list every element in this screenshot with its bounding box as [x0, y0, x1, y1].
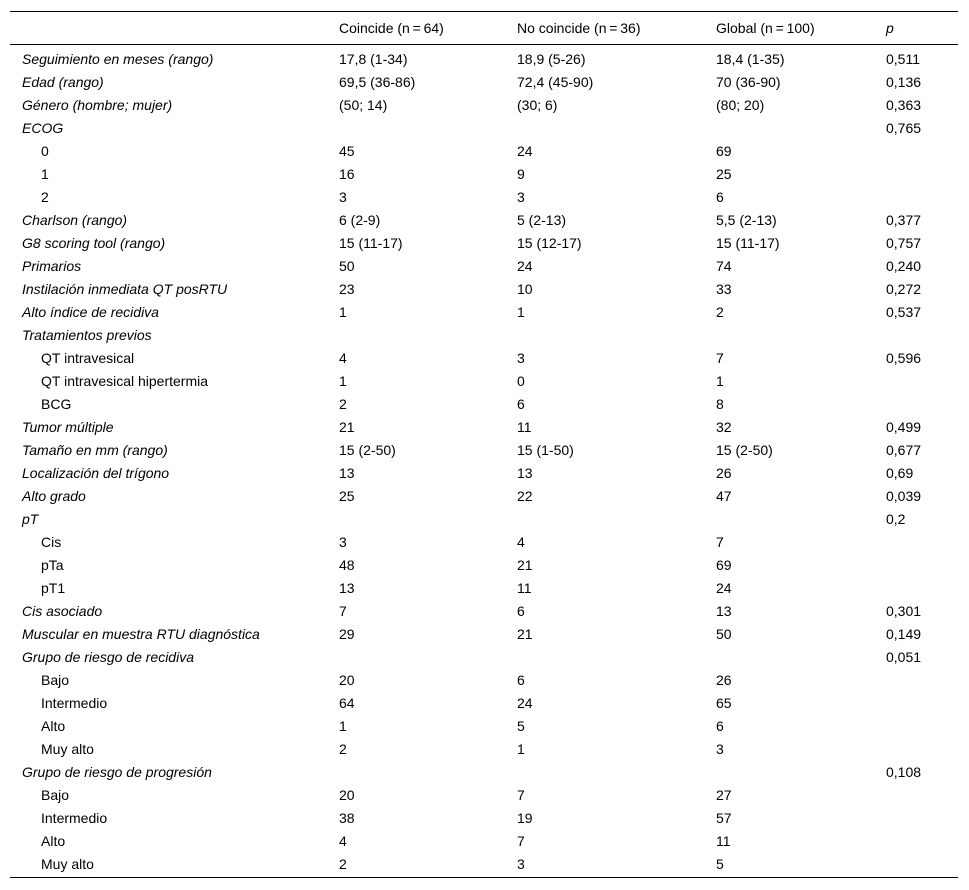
row-label: Instilación inmediata QT posRTU — [22, 280, 228, 297]
cell-global: 15 (11-17) — [716, 234, 780, 251]
table-row — [10, 185, 958, 208]
cell-p-value: 0,108 — [886, 763, 922, 780]
cell-p-value: 0,765 — [886, 119, 922, 136]
cell-p-value — [886, 852, 958, 878]
cell-coincide: 20 — [339, 671, 355, 688]
cell-coincide: 1 — [339, 372, 347, 389]
cell-global — [716, 645, 886, 668]
cell-no-coincide: 22 — [517, 487, 533, 504]
row-label: Género (hombre; mujer) — [22, 96, 173, 113]
cell-p-value — [886, 530, 958, 553]
cell-global: 13 — [716, 602, 732, 619]
cell-global: 70 (36-90) — [716, 73, 781, 90]
cell-no-coincide: 18,9 (5-26) — [517, 50, 586, 67]
cell-p-value — [886, 576, 958, 599]
cell-coincide — [339, 323, 517, 346]
cell-p-value — [886, 668, 958, 691]
header-global: Global (n = 100) — [716, 20, 815, 36]
cell-no-coincide: 3 — [517, 855, 525, 872]
table-body — [10, 45, 958, 878]
row-label: Primarios — [22, 257, 82, 274]
cell-p-value: 0,499 — [886, 418, 922, 435]
header-row — [10, 12, 958, 45]
cell-global: 32 — [716, 418, 732, 435]
cell-coincide: 16 — [339, 165, 355, 182]
row-sublabel: 1 — [41, 165, 49, 182]
cell-no-coincide — [517, 760, 716, 783]
cell-p-value — [886, 829, 958, 852]
cell-coincide: 7 — [339, 602, 347, 619]
cell-no-coincide: 9 — [517, 165, 525, 182]
cell-no-coincide: 13 — [517, 464, 533, 481]
row-label: ECOG — [22, 119, 64, 136]
cell-p-value — [886, 553, 958, 576]
row-sublabel: pTa — [41, 556, 64, 573]
cell-p-value: 0,272 — [886, 280, 922, 297]
cell-p-value: 0,757 — [886, 234, 922, 251]
row-label: Cis asociado — [22, 602, 103, 619]
row-sublabel: pT1 — [41, 579, 66, 596]
cell-global: 24 — [716, 579, 732, 596]
cell-coincide: 25 — [339, 487, 355, 504]
cell-no-coincide: 6 — [517, 602, 525, 619]
row-sublabel: Alto — [41, 832, 66, 849]
cell-coincide: 15 (11-17) — [339, 234, 403, 251]
cell-coincide: 38 — [339, 809, 355, 826]
cell-no-coincide: 5 — [517, 717, 525, 734]
row-label: Tumor múltiple — [22, 418, 114, 435]
cell-coincide: 4 — [339, 832, 347, 849]
table-row — [10, 829, 958, 852]
cell-global: 2 — [716, 303, 724, 320]
cell-coincide: 64 — [339, 694, 355, 711]
cell-global: 57 — [716, 809, 732, 826]
cell-no-coincide: 24 — [517, 257, 533, 274]
table-row — [10, 668, 958, 691]
table-row — [10, 300, 958, 323]
cell-no-coincide: 21 — [517, 556, 533, 573]
table-row — [10, 45, 958, 71]
cell-coincide: 1 — [339, 303, 347, 320]
cell-no-coincide: 7 — [517, 786, 525, 803]
cell-no-coincide: 1 — [517, 740, 525, 757]
table-row — [10, 783, 958, 806]
cell-p-value — [886, 162, 958, 185]
row-sublabel: Cis — [41, 533, 62, 550]
table-row — [10, 139, 958, 162]
cell-no-coincide: 10 — [517, 280, 533, 297]
cell-p-value: 0,039 — [886, 487, 922, 504]
table-row — [10, 392, 958, 415]
cell-no-coincide: 24 — [517, 142, 533, 159]
cell-coincide — [339, 760, 517, 783]
table-row — [10, 507, 958, 530]
cell-global — [716, 323, 886, 346]
row-label: Alto grado — [22, 487, 86, 504]
cell-coincide: (50; 14) — [339, 96, 388, 113]
cell-no-coincide: 0 — [517, 372, 525, 389]
cell-p-value: 0,677 — [886, 441, 922, 458]
cell-p-value — [886, 323, 958, 346]
cell-global: 27 — [716, 786, 732, 803]
cell-coincide — [339, 116, 517, 139]
row-sublabel: Alto — [41, 717, 66, 734]
cell-p-value: 0,2 — [886, 510, 906, 527]
row-sublabel: Intermedio — [41, 694, 108, 711]
row-label: Seguimiento en meses (rango) — [22, 50, 214, 67]
cell-coincide: 2 — [339, 395, 347, 412]
cell-coincide: 17,8 (1-34) — [339, 50, 408, 67]
cell-global — [716, 507, 886, 530]
row-label: Edad (rango) — [22, 73, 104, 90]
cell-p-value: 0,240 — [886, 257, 922, 274]
cell-global: 69 — [716, 142, 732, 159]
cell-no-coincide: 1 — [517, 303, 525, 320]
cell-global: 11 — [716, 832, 731, 849]
row-sublabel: QT intravesical hipertermia — [41, 372, 209, 389]
cell-coincide: 6 (2-9) — [339, 211, 381, 228]
header-blank — [10, 12, 339, 45]
table-row — [10, 323, 958, 346]
row-label: Grupo de riesgo de progresión — [22, 763, 212, 780]
cell-coincide: 13 — [339, 464, 355, 481]
cell-global: 26 — [716, 671, 732, 688]
row-label: Grupo de riesgo de recidiva — [22, 648, 194, 665]
cell-no-coincide — [517, 645, 716, 668]
cell-coincide: 1 — [339, 717, 347, 734]
cell-no-coincide: 5 (2-13) — [517, 211, 567, 228]
cell-no-coincide: 15 (12-17) — [517, 234, 582, 251]
cell-p-value: 0,136 — [886, 73, 922, 90]
cell-no-coincide: 24 — [517, 694, 533, 711]
cell-no-coincide: 6 — [517, 671, 525, 688]
row-label: Localización del trígono — [22, 464, 170, 481]
cell-global: 5,5 (2-13) — [716, 211, 777, 228]
cell-no-coincide: 21 — [517, 625, 533, 642]
data-table — [10, 11, 958, 878]
row-sublabel: Bajo — [41, 671, 70, 688]
cell-no-coincide: 19 — [517, 809, 533, 826]
cell-no-coincide: 3 — [517, 188, 525, 205]
cell-global: 69 — [716, 556, 732, 573]
cell-global: 6 — [716, 188, 724, 205]
cell-p-value: 0,301 — [886, 602, 922, 619]
cell-global: (80; 20) — [716, 96, 765, 113]
cell-coincide: 45 — [339, 142, 355, 159]
row-sublabel: BCG — [41, 395, 72, 412]
row-label: G8 scoring tool (rango) — [22, 234, 166, 251]
cell-coincide: 15 (2-50) — [339, 441, 396, 458]
table-row — [10, 530, 958, 553]
table-row — [10, 162, 958, 185]
row-label: Tamaño en mm (rango) — [22, 441, 168, 458]
table-row — [10, 208, 958, 231]
cell-no-coincide: 6 — [517, 395, 525, 412]
cell-coincide — [339, 507, 517, 530]
cell-p-value — [886, 392, 958, 415]
header-no-coincide: No coincide (n = 36) — [517, 20, 641, 36]
row-sublabel: Intermedio — [41, 809, 108, 826]
cell-global — [716, 760, 886, 783]
header-p-value: p — [886, 20, 894, 36]
table-header — [10, 12, 958, 45]
row-sublabel: Bajo — [41, 786, 70, 803]
table-row — [10, 70, 958, 93]
row-sublabel: Muy alto — [41, 855, 94, 872]
cell-p-value — [886, 714, 958, 737]
row-sublabel: 2 — [41, 188, 49, 205]
cell-global: 1 — [716, 372, 724, 389]
table-row — [10, 93, 958, 116]
cell-global: 5 — [716, 855, 724, 872]
table-row — [10, 622, 958, 645]
table-row — [10, 369, 958, 392]
cell-p-value — [886, 783, 958, 806]
table-row — [10, 116, 958, 139]
cell-no-coincide: 72,4 (45-90) — [517, 73, 594, 90]
table-row — [10, 852, 958, 878]
header-coincide: Coincide (n = 64) — [339, 20, 444, 36]
row-label: pT — [22, 510, 39, 527]
cell-p-value: 0,537 — [886, 303, 922, 320]
cell-global: 6 — [716, 717, 724, 734]
cell-global: 74 — [716, 257, 732, 274]
cell-no-coincide: 3 — [517, 349, 525, 366]
table-row — [10, 737, 958, 760]
cell-coincide: 29 — [339, 625, 355, 642]
table-row — [10, 254, 958, 277]
cell-p-value — [886, 185, 958, 208]
table-row — [10, 645, 958, 668]
table-row — [10, 599, 958, 622]
cell-p-value: 0,69 — [886, 464, 914, 481]
cell-global — [716, 116, 886, 139]
cell-p-value: 0,377 — [886, 211, 922, 228]
cell-no-coincide: 7 — [517, 832, 525, 849]
row-label: Tratamientos previos — [22, 326, 152, 343]
table-row — [10, 553, 958, 576]
row-sublabel: QT intravesical — [41, 349, 135, 366]
table-row — [10, 691, 958, 714]
cell-p-value — [886, 806, 958, 829]
cell-no-coincide — [517, 116, 716, 139]
cell-global: 7 — [716, 349, 724, 366]
cell-coincide: 3 — [339, 188, 347, 205]
cell-coincide: 2 — [339, 855, 347, 872]
cell-p-value — [886, 691, 958, 714]
cell-coincide: 2 — [339, 740, 347, 757]
table-row — [10, 806, 958, 829]
cell-global: 47 — [716, 487, 732, 504]
cell-coincide: 4 — [339, 349, 347, 366]
cell-p-value: 0,596 — [886, 349, 922, 366]
cell-global: 8 — [716, 395, 724, 412]
cell-coincide: 21 — [339, 418, 355, 435]
table-row — [10, 231, 958, 254]
table-row — [10, 760, 958, 783]
cell-global: 33 — [716, 280, 732, 297]
row-sublabel: Muy alto — [41, 740, 94, 757]
table-row — [10, 277, 958, 300]
table-row — [10, 576, 958, 599]
cell-no-coincide: (30; 6) — [517, 96, 558, 113]
cell-coincide: 69,5 (36-86) — [339, 73, 416, 90]
cell-coincide: 48 — [339, 556, 355, 573]
row-sublabel: 0 — [41, 142, 49, 159]
cell-coincide: 23 — [339, 280, 355, 297]
cell-p-value: 0,511 — [886, 50, 920, 67]
cell-no-coincide: 11 — [517, 418, 532, 435]
cell-p-value — [886, 139, 958, 162]
cell-global: 25 — [716, 165, 732, 182]
cell-p-value — [886, 369, 958, 392]
table-row — [10, 438, 958, 461]
cell-p-value: 0,363 — [886, 96, 922, 113]
cell-no-coincide — [517, 323, 716, 346]
cell-global: 18,4 (1-35) — [716, 50, 785, 67]
cell-p-value: 0,149 — [886, 625, 922, 642]
cell-no-coincide: 15 (1-50) — [517, 441, 574, 458]
table-container — [10, 11, 958, 878]
cell-global: 26 — [716, 464, 732, 481]
cell-no-coincide — [517, 507, 716, 530]
cell-coincide: 50 — [339, 257, 355, 274]
cell-no-coincide: 11 — [517, 579, 532, 596]
cell-coincide: 20 — [339, 786, 355, 803]
table-row — [10, 461, 958, 484]
table-row — [10, 484, 958, 507]
row-label: Charlson (rango) — [22, 211, 128, 228]
cell-p-value: 0,051 — [886, 648, 922, 665]
table-row — [10, 415, 958, 438]
cell-global: 15 (2-50) — [716, 441, 773, 458]
cell-coincide — [339, 645, 517, 668]
table-row — [10, 346, 958, 369]
cell-global: 3 — [716, 740, 724, 757]
cell-coincide: 3 — [339, 533, 347, 550]
row-label: Muscular en muestra RTU diagnóstica — [22, 625, 260, 642]
cell-global: 7 — [716, 533, 724, 550]
cell-global: 65 — [716, 694, 732, 711]
cell-no-coincide: 4 — [517, 533, 525, 550]
cell-coincide: 13 — [339, 579, 355, 596]
cell-global: 50 — [716, 625, 732, 642]
cell-p-value — [886, 737, 958, 760]
row-label: Alto índice de recidiva — [22, 303, 159, 320]
table-row — [10, 714, 958, 737]
